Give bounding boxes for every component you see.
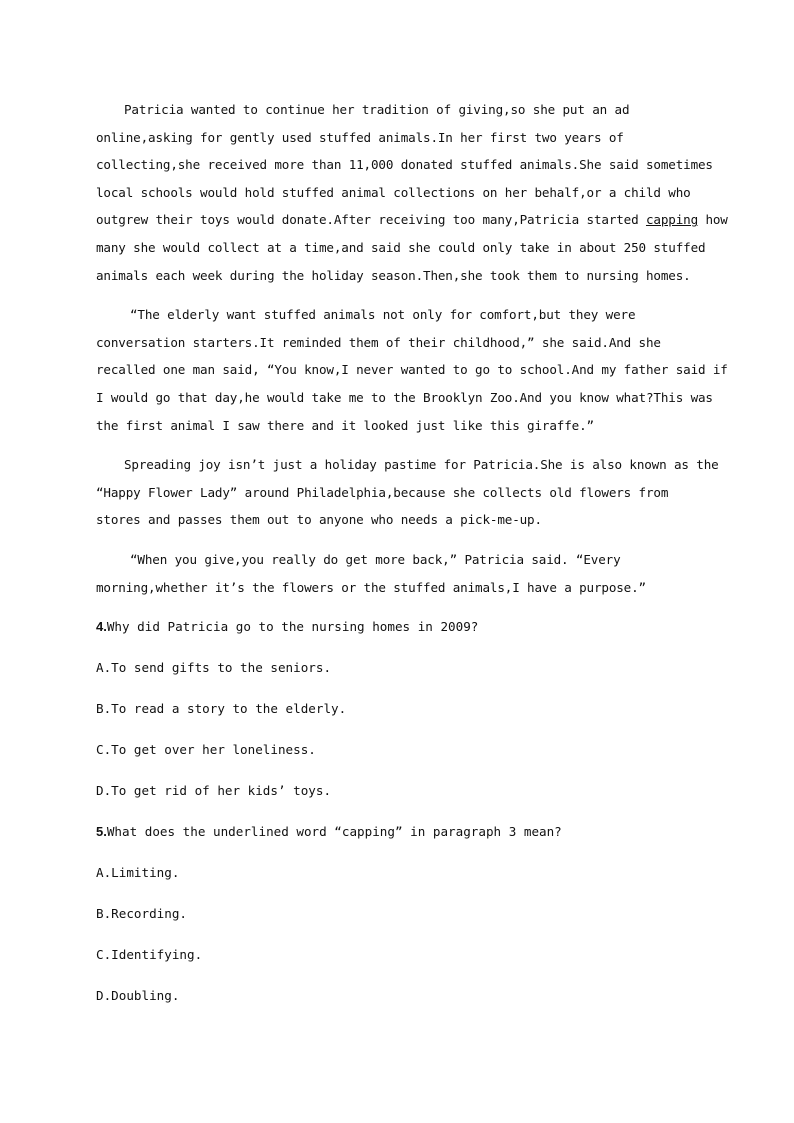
- option-d: D.Doubling.: [96, 988, 180, 1004]
- question-stem: [96, 818, 696, 846]
- underlined-word: capping: [645, 212, 699, 228]
- question-5: [96, 818, 696, 1010]
- text-line: recalled one man said, “You know,I never wanted to go to school.And my father said if: [96, 362, 728, 378]
- text-line: “The elderly want stuffed animals not only for comfort,but they were: [130, 307, 636, 323]
- question-number: 5.: [96, 824, 107, 840]
- text-line: many she would collect at a time,and said she could only take in about 250 stuffed: [96, 239, 706, 255]
- question-text: What does the underlined word “capping” in paragraph 3 mean?: [106, 824, 562, 840]
- text-line-with-underline: [96, 206, 728, 234]
- text-line: “Happy Flower Lady” around Philadelphia,because she collects old flowers from: [96, 484, 669, 500]
- text-line: “When you give,you really do get more back,” Patricia said. “Every: [130, 551, 621, 567]
- question-text: Why did Patricia go to the nursing homes in 2009?: [106, 619, 479, 635]
- text-line: animals each week during the holiday season.Then,she took them to nursing homes.: [96, 267, 691, 283]
- text-segment: outgrew their toys would donate.After receiving too many,Patricia started: [96, 212, 646, 228]
- paragraph-3: [96, 451, 719, 534]
- text-line: local schools would hold stuffed animal collections on her behalf,or a child who: [96, 184, 691, 200]
- question-stem: [96, 613, 696, 641]
- question-4: [96, 613, 696, 805]
- document-page: [96, 96, 728, 1023]
- text-line: the first animal I saw there and it looked just like this giraffe.”: [96, 417, 594, 433]
- option-d: D.To get rid of her kids’ toys.: [96, 783, 332, 799]
- paragraph-1: [96, 96, 728, 289]
- question-number: 4.: [96, 619, 107, 635]
- option-a: A.To send gifts to the seniors.: [96, 660, 332, 676]
- text-line: online,asking for gently used stuffed animals.In her first two years of: [96, 129, 624, 145]
- text-line: Spreading joy isn’t just a holiday pastime for Patricia.She is also known as the: [124, 457, 719, 473]
- paragraph-2: [96, 301, 728, 439]
- text-line: morning,whether it’s the flowers or the stuffed animals,I have a purpose.”: [96, 579, 646, 595]
- option-a: A.Limiting.: [96, 865, 180, 881]
- text-line: Patricia wanted to continue her tradition of giving,so she put an ad: [124, 102, 630, 117]
- option-b: B.To read a story to the elderly.: [96, 701, 347, 717]
- paragraph-4: [96, 546, 696, 601]
- text-segment: how: [698, 212, 728, 228]
- option-c: C.To get over her loneliness.: [96, 742, 316, 758]
- text-line: collecting,she received more than 11,000 donated stuffed animals.She said sometimes: [96, 157, 713, 173]
- option-b: B.Recording.: [96, 906, 187, 922]
- text-line: I would go that day,he would take me to the Brooklyn Zoo.And you know what?This was: [96, 389, 713, 405]
- option-c: C.Identifying.: [96, 947, 203, 963]
- text-line: stores and passes them out to anyone who needs a pick-me-up.: [96, 512, 542, 528]
- text-line: conversation starters.It reminded them of their childhood,” she said.And she: [96, 334, 661, 350]
